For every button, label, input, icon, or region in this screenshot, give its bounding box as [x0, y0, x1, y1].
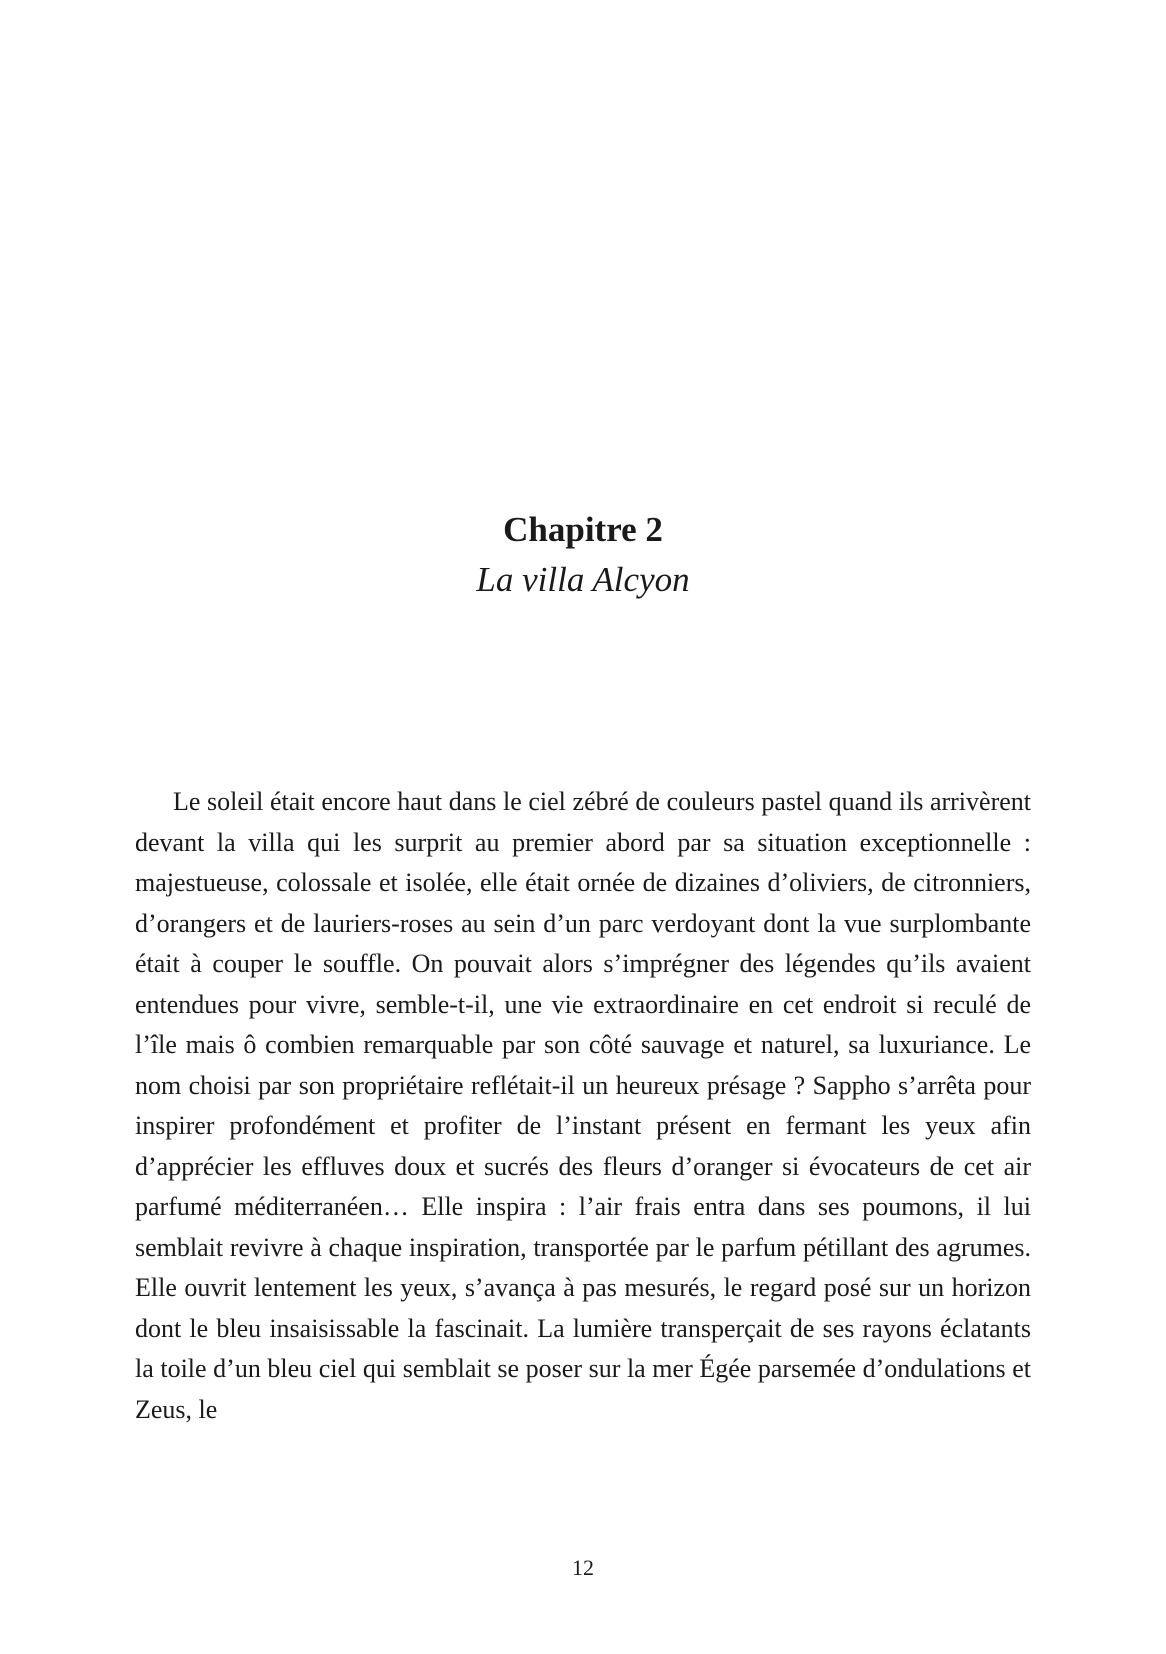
- chapter-number: Chapitre 2: [503, 510, 663, 549]
- chapter-heading: [0, 505, 1166, 605]
- page-number: 12: [572, 1555, 594, 1580]
- body-paragraph: Le soleil était encore haut dans le ciel zébré de couleurs pastel quand ils arrivèrent devant la villa qui les surprit au premier abord par sa situation exceptionnelle : majestueuse, colossale et isolée, elle était ornée de dizaines d’oliviers, de citronniers, d’orangers et de lauriers-roses au sein d’un parc verdoyant dont la vue surplombante était à couper le souffle. On pouvait alors s’imprégner des légendes qu’ils avaient entendues pour vivre, semble-t-il, une vie extraordinaire en cet endroit si reculé de l’île mais ô combien remarquable par son côté sauvage et naturel, sa luxuriance. Le nom choisi par son propriétaire reflétait-il un heureux présage ? Sappho s’arrêta pour inspirer profondément et profiter de l’instant présent en fermant les yeux afin d’apprécier les effluves doux et sucrés des fleurs d’oranger si évocateurs de cet air parfumé méditerranéen… Elle inspira : l’air frais entra dans ses poumons, il lui semblait revivre à chaque inspiration, transportée par le parfum pétillant des agrumes. Elle ouvrit lentement les yeux, s’avança à pas mesurés, le regard posé sur un horizon dont le bleu insaisissable la fascinait. La lumière transperçait de ses rayons éclatants la toile d’un bleu ciel qui semblait se poser sur la mer Égée parsemée d’ondulations et Zeus, le: [135, 787, 1031, 1424]
- chapter-title: La villa Alcyon: [476, 560, 690, 599]
